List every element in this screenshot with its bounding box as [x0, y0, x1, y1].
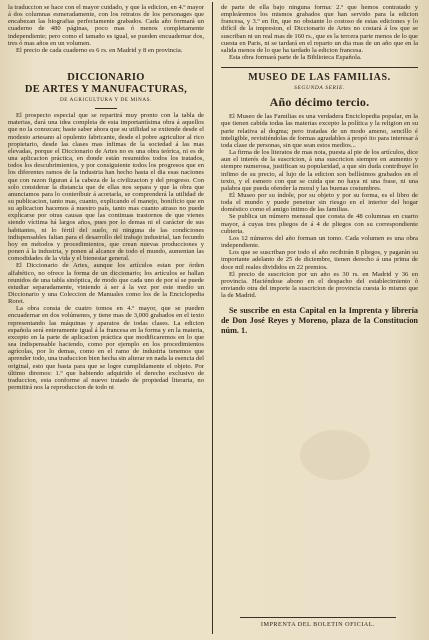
body-paragraph: El Museo de las Familias es una verdadera Enciclopedia popular, en la que tienen cabida todas las materias excepto la política y la religion en su parte relativa al dogma; pero tratadas de un modo ameno, sencillo é inteligible, revistiéndolas de formas agradables á propó ito para interesar á toda clase de personas, sin que sean estos medios... [221, 113, 418, 149]
diccionario-title: DICCIONARIO [67, 72, 145, 84]
imprint-rule [240, 617, 396, 618]
body-paragraph: El precio de suscricion por un año es 30 rs. en Madrid y 36 en provincia. Haciéndose abono en el despacho del establecimiento ó enviando otra del importe la suscricion de provincia cuesta lo mismo que la de Madrid. [221, 270, 418, 300]
intro-paragraph: de parte de ella bajo ninguna forma: 2.º que hemos contratado y empleáremos los mismos grabados que han servido para la edicion francesa, y 3.º en fin, que no obstante lo costoso de estas ediciones y lo difícil de la impresion, el Diccionario de Artes no costará á los que se suscriban ni un real mas de 160 rs., que es la tercera parte menos de lo que cuesta en Paris, ni se tardará en el reparto un dia mas de un año que en la salida menos de lo que ha tardado la edicion francesa. [221, 4, 418, 54]
section-divider [95, 108, 117, 109]
body-paragraph: Los que se suscriban por todo el año recibirán 8 pliegos, y pagarán su importante adelanto de 25 de diciembre, tienen derecho á una prima de doce mil reales divididos en 22 premios. [221, 249, 418, 271]
museo-title: MUSEO DE LAS FAMILIAS. [248, 72, 391, 84]
body-paragraph: Los 12 números del año forman un tomo. Cada volumen es una obra independiente. [221, 234, 418, 250]
section-rule [221, 67, 418, 68]
intro-paragraph: la traduccion se hace con el mayor cuidado, y que la edicion, en 4.º mayor á dos columnas esmeradamente, con los retratos de los personages que encabezan las biografias perfectamente grabados. Cada año formará un cuaderno de 480 páginas, poco mas ó menos completamente independiente; pero como el tamaño es igual, se pueden encuadernar dos, tres ó mas años en un volumen. [8, 4, 204, 47]
body-paragraph: El Museo por su índole, por su objeto y por su forma, es el libro de toda el mundo y puede penetrar sin riesgo en el interior del hogar doméstico como el amigo íntimo de las familias. [221, 191, 418, 214]
body-paragraph: Se publica un número mensual que consta de 48 columnas en cuarto mayor, á cuyas tres pliegos de á 4 de pliegos con su correspondiente cubierta. [221, 213, 418, 235]
body-paragraph: El prospecto especial que se repartirá muy pronto con la tabla de materias, dará una idea completa de esta importantísima obra á aquellos que no la conozcan; baste saber ahora que su utilidad se extiende desde el modesto artesano al opulento fabricante, desde el pobre agricultor al rico propietario, desde las clases mas ínfimas de la sociedad á las mas elevadas, porque el Diccionario de Artes no es una obra teórica, ni es de una aplicacion práctica, en donde están resumidos todos los tratados, todos los descubrimientos, y por consiguiente todos los progresos que en los diferentes ramos de la industria han hecho hasta el dia esas naciones que con razon figuran á la cabeza de la civilizacion y del progreso. Con solo considerar la distancia que de ellas nos separa y que la obra que anunciamos para lo conteríbuir á acortarla, se comprenderá la utilidad de su publicacion, tanto mas, cuanto, explicando el manejo, bonificio que en su aplicacion hacemos á nuestro país, tanto mas cuanto atraso no puede explicarse por otras causas que las continuas trastornos de que vienes siendo víctima há largos años, pues por lo demas ni el carácter de sus habitantes, ni lo fértil del suelo, ni ninguna de las condiciones indispensables faltan para el desarrollo del trabajo industrial, tan fecundo hoy en métodos y procedimientos, que crean nuevas producciones y ponen á la industria, y ponen al alcance de todo el mundo, aumentan las comodidades de la vida y el bienestar general. [8, 112, 204, 263]
subscription-notice: Se suscribe en esta Capital en la Imprenta y librería de Don José Reyes y Moreno, plaza de la Constitucion núm. 1. [221, 306, 418, 336]
body-paragraph: La obra consta de cuatro tomos en 4.º mayor, que se pueden encuadernar en dos volúmenes, y tiene mas de 3,000 grabados en el texto representando las máquinas y aparatos de todas clases. La edicion española será enteramente igual á la francesa en la forma y en la materia, excepto en la parte de aplicacion práctica que modificaremos en lo que sea indispensable haciendo, como por ejemplo en los procedimientos agrícolas, por lo demas, como en el ramo de industria tenemos que aprender todo, una traduccion bien hecha sin alterar en nada la esencia del original, esto que basta para que se logre cumplidamente el objeto. Por último diremos: 1.º que habiendo adquirido el derecho exclusivo de traduccion, esta conforme al nuevo tratado de propiedad literaria, no permitirá nos la reproduccion de todo ni [8, 305, 204, 392]
right-column [218, 4, 418, 634]
imprint-footer [218, 617, 418, 628]
intro-paragraph: El precio de cada cuaderno es 6 rs. en Madrid y 8 en provincia. [16, 46, 183, 54]
agricultura-subtitle: DE AGRICULTURA Y DE MINAS. [59, 97, 153, 104]
body-paragraph: La firma de los literatos de mas nota, puesta al pie de los artículos, dice aun el interés de la suscricion, á una suscricion siempre en aumento y siempre numerosa, justifican su popularidad, a que sin duda contribuye lo infimo de su precio, al lujo de la edicion son bellísimos grabados en el texto, y el esmero con que se cuida que no haya ni una frase, ni una palabra que pueda ofender la moral y las buenas costumbres. [221, 149, 418, 192]
museo-subtitle: SEGUNDA SERIE. [294, 85, 345, 92]
year-title: Año décimo tercio. [269, 95, 370, 110]
column-rule [212, 2, 213, 634]
body-paragraph: El Diccionario de Artes, aunque los artículos estan por órden alfabético, no ofrece la forma de un diccionario; los artículos se hallan reunidos de una tabla sinóptica, de modo que cada uno de por sí se puede estudiar separadamente, viniendo á ser á la vez por este medio un Diccionario y una Coleccion de Manuales como los de la Enciclopedia Roret. [8, 262, 204, 306]
intro-paragraph: Esta obra formará parte de la Biblioteca Española. [229, 54, 362, 62]
left-column [8, 4, 207, 634]
imprint-text: IMPRENTA DEL BOLETIN OFICIAL. [260, 621, 376, 628]
artes-manufacturas-title: DE ARTES Y MANUFACTURAS, [24, 84, 188, 96]
